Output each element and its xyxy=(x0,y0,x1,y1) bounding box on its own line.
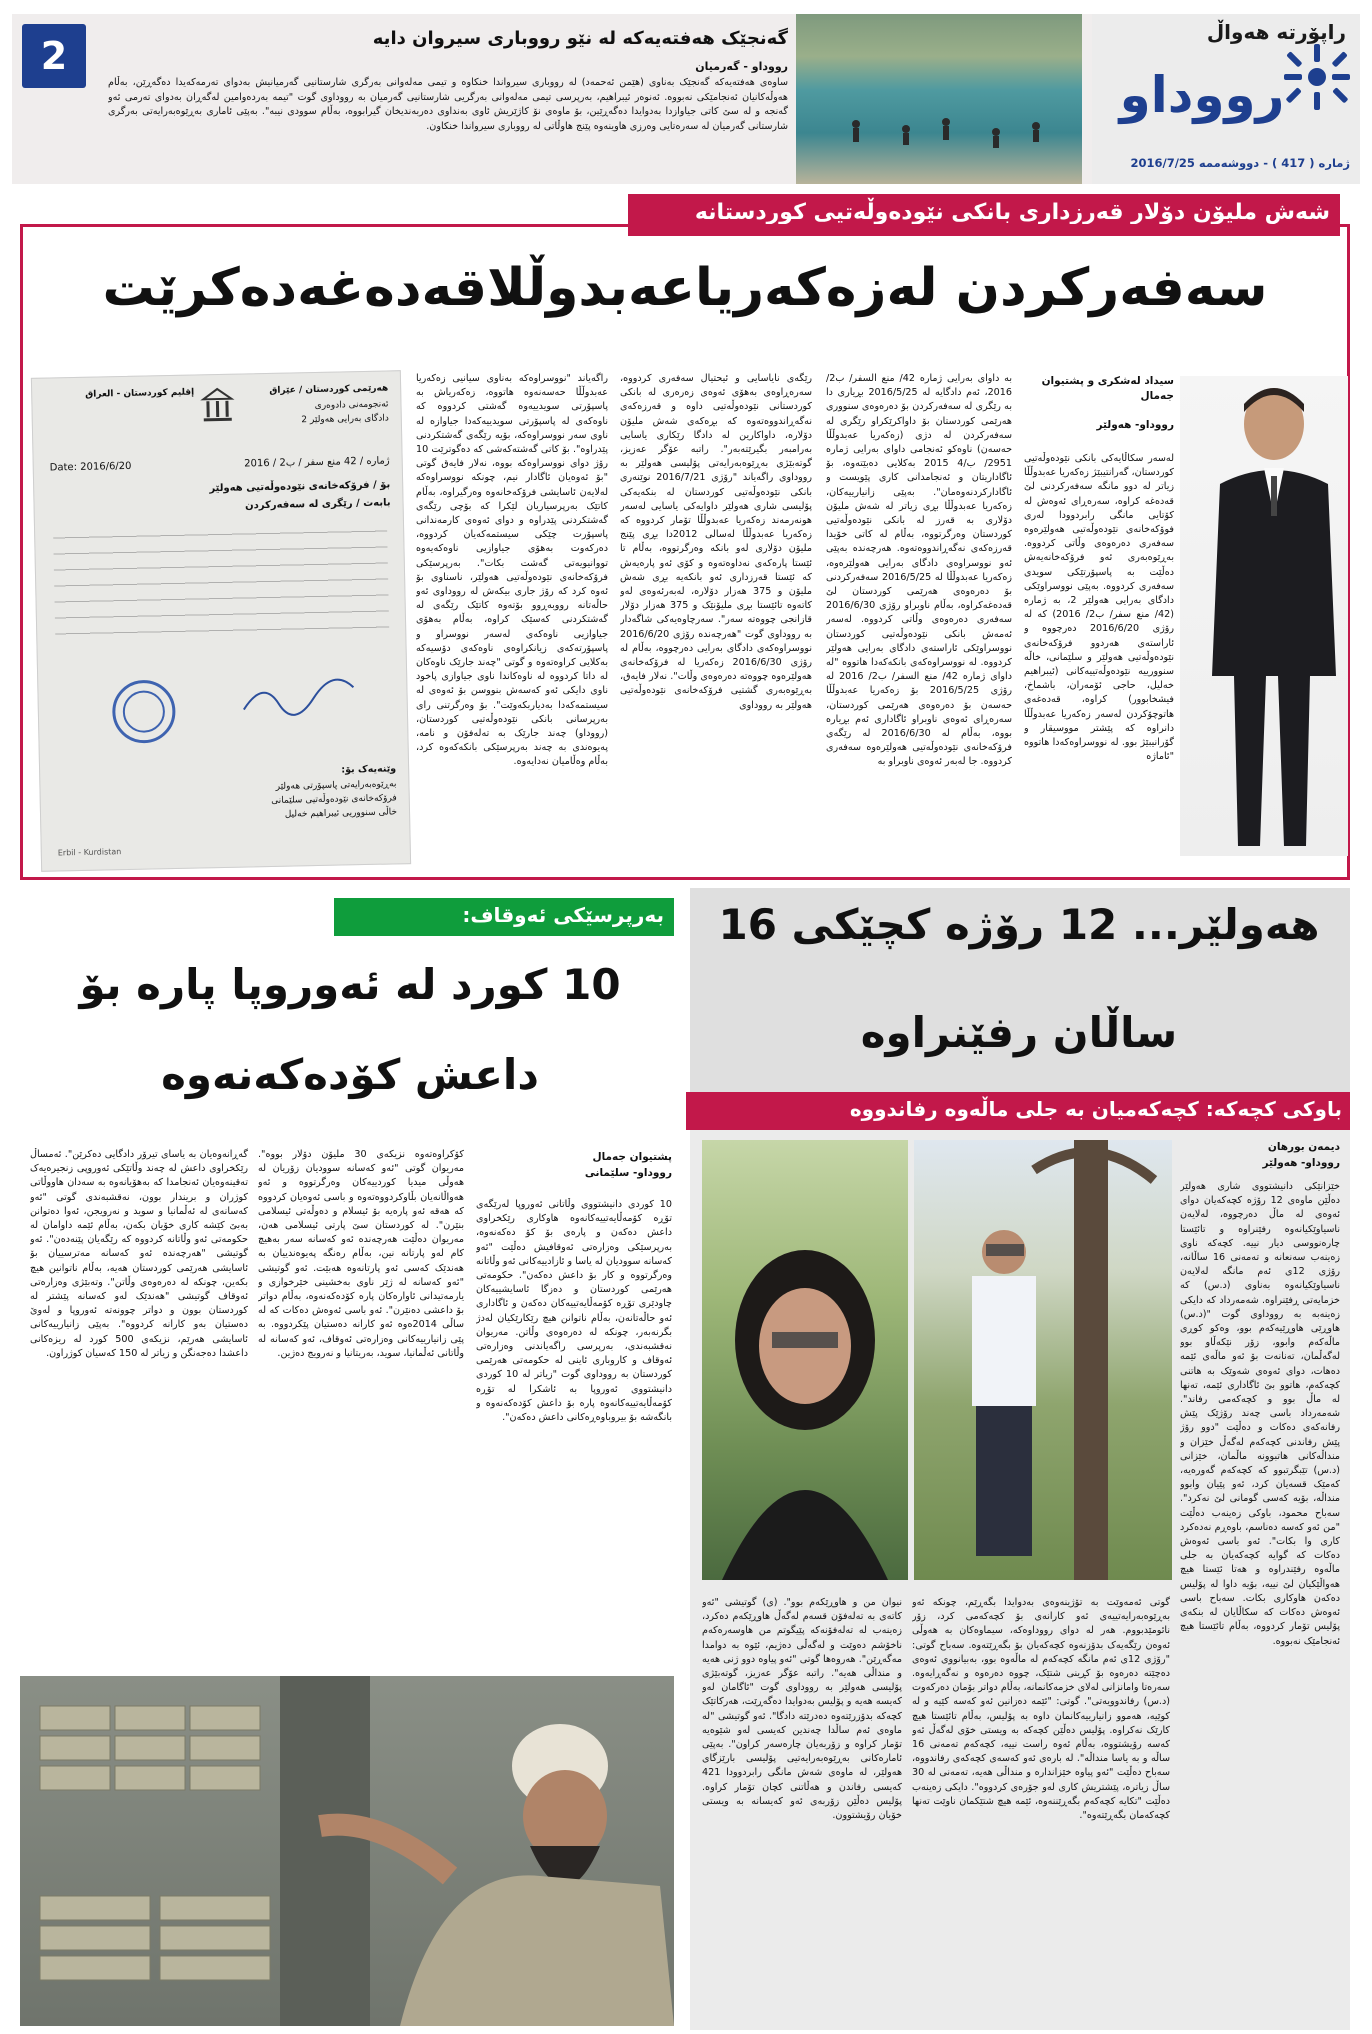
logo-wordmark: رووداو xyxy=(1119,66,1285,124)
page-number: 2 xyxy=(22,24,86,88)
girl-byline-name: دیمەن بورهان xyxy=(1267,1141,1340,1153)
masthead-logo xyxy=(1092,14,1360,184)
doc-to: بۆ / فرۆکەخانەی نێودەوڵەتیی هەولێر xyxy=(209,479,391,495)
masthead xyxy=(12,14,1360,184)
lead-kicker: شەش ملیۆن دۆلار قەرزداری بانکی نێودەوڵەتیی کوردستانە xyxy=(694,200,1330,225)
section-label: راپۆرتە هەواڵ xyxy=(1206,20,1346,44)
rudaw-logo-icon xyxy=(1282,42,1352,112)
girl-byline-place: رووداو- هەولێر xyxy=(1262,1157,1340,1169)
teaser-byline: رووداو - گەرمیان xyxy=(695,60,788,73)
lead-column-2: بە داوای بەرایی ژمارە 42/ منع السفر/ ب2/ 2016، ئەم دادگایە لە 2016/5/25 بڕیاری دا بە رێگری لە سەفەرکردن بۆ دەرەوەی سنووری هەرێمی کوردستان بۆ داواکرێکراو رێگری لە سەفەرکردن لە دژی (زەکەریا عەبدوڵڵا حەسەن) ناوەکو ئەنجامی داوای بەرایی ژمارە 2951/ ب/4 2015 بەکلایی دەبێتەوە، بۆ ئاگاداریتان و ئەنجامدانی کاری پێویست و ئاگادارکردنەوەمان". بەپێی زانیارییەکان، زەکەریا عەبدوڵڵا بڕی زیاتر لە شەش ملیۆن دۆلاری بە قەرز لە بانکی نێودەوڵەتیی کوردستان وەرگرتووە، بەڵام لە کاتی خۆیدا قەرزەکەی نەگەڕاندووەتەوە. هەرچەندە بەپێی ئەو نووسراوەی دادگای بەرایی هەولێرەوە، زەکەریا عەبدوڵڵا لە 2016/5/25 سەفەرکردنی بۆ دەرەوەی هەرێمی کوردستان لێ قەدەغەکراوە، بەڵام ناوبراو رۆژی 2016/6/30 سەفەری دەرەوەی وڵاتی کردووە. لەسەر ئەمەش بانکی نێودەوڵەتیی کوردستان نووسراوێکی ئاراستەی دادگای بەرایی هەولێر کردووە. لە نووسراوەکەی بانکەکەدا هاتووە "لە داوای ژمارە 42/ منع السفر/ ب2/ 2016 لە رۆژی 2016/5/25 بۆ زەکەریا عەبدوڵڵا حەسەن بۆ دەرەوەی هەرێمی کوردستان، سەرەڕای ئەوەی ناوبراو ئاگاداری ئەم بڕیارە بووە، بەڵام لە 2016/6/30 لە رێگەی فرۆکەخانەی نێودەوڵەتیی هەولێرەوە سەفەری کردووە. جا لەبەر ئەوەی ناوبراو بە xyxy=(826,373,1012,768)
doc-footer: Erbil - Kurdistan xyxy=(57,847,122,858)
isis-column-2: کۆکراوەتەوە نزیکەی 30 ملیۆن دۆلار بووە". مەریوان گوتی "ئەو کەسانە سووديان زۆریان لە هەوڵی میدیا کوردییەکان وەرگرتووە و ئەو هەواڵانەیان بڵاوکردووەتەوە و باسی ئەوەیان کردووە کە هەقە ئەو پارەیە بۆ ئیسلام و دەوڵەتی ئیسلامی بنێرن". لە کوردستان سێ پارتی ئیسلامی هەن، مەریوان دەڵێت هەرچەندە ئەو کەسانە سەر بەهیچ کام لەو پارتانە نین، بەڵام رەنگە پەیوەندییان بە هەندێک کەسی ئەو پارتانەوە هەبێت. ئەو گوتیشی "ئەو کەسانە لە ژێر ناوی بەخشینی خێرخوازی و یارمەتیدانی ئاوارەکان پارە کۆدەکەنەوە، بەڵام دواتر بۆ داعشی دەنێرن". ئەو باسی ئەوەش دەکات کە لە ساڵی 2014ەوە ئەو کارانە دەستیان پێکردووە. بە پێی زانیارییەکانی وەزارەتی ئەوقاف، ئەو کەسانە لە وڵاتانی ئەڵمانیا، سوید، بەریتانیا و نەرویج دەژین. xyxy=(258,1149,464,1359)
teaser-body: ساوەی هەفتەیەکە گەنجێک بەناوی (هێمن ئەحمەد) لە رووباری سیرواندا خنکاوە و تیمی مەلەوانی بەرگری شارستانیی گەرمیانیش بەدوای تەرمەکەیدا دەگەڕێن، بەڵام هەوڵەکانیان ئەنجامێکی نەبووە. ئەنوەر ئیبراهیم، بەرپرسی تیمی مەلەوانی بەرگریی شارستانیی گەرمیان به رووداوی گوت "تیمە بەردەوامین لەگەڕان بەدوای تەرمی ئەو گەنجە و لە سێ کاتی جیاوازدا بەدوایدا دەگەڕێین، بۆ ماوەی نۆ کاژێریش ئاوی بەنداوی دەربەندیخان گیرابووە، بەڵام سوودی نیبە". بەپێی ئاماری بەڕێوەبەرایەتی بەرگری شارستانی گەرمیان لە سەرەتایی وەرزی هاوینەوە پێنج هاوڵاتی لە رووباری سیرواندا خنکاون. xyxy=(108,77,788,132)
doc-body-lines xyxy=(53,522,389,639)
doc-cc-1: بەڕێوەبەرایەتی پاسپۆرتی هەولێر xyxy=(275,779,397,792)
isis-column-3: گەڕانەوەیان بە یاسای تیرۆر دادگایی دەکرێن". ئەمساڵ رێکخراوی داعش لە چەند وڵاتێکی ئەوروپی زنجیرەیەک تەقینەوەیان ئەنجامدا کە بەهۆیانەوە بە سەدان هاووڵاتی کوژران و بریندار بوون، نەقشبەندی گوتی "ئەو کەسانەی لە ئەڵمانیا و سوید و نەرویجن، ئەوا دەتوانن بەبێ کێشە کاری خۆیان بکەن، بەڵام ئێمە داوامان لە حکومەتی ئەو وڵاتانە کردووە کە رێگەیان پێنەدەن". ئەو گوتیشی "هەرچەندە ئەو کەسانە مەترسییان بۆ ئاسایشی هەرێمی کوردستان هەیە، بەڵام ناتوانین هیچ بکەین، چونکە لە دەرەوەی وڵاتن". وتەبێژی وەزارەتی ئەوقاف گوتیشی "هەندێک لەو کەسانە پێشتر لە کوردستان بوون و دواتر چوونەتە ئەوروپا و لەوێ دەستیان بەو کارانە کردووە". بەپێی زانیارییەکانی ئاسایشی هەرێم، نزیکەی 500 کورد لە ریزەکانی داعشدا دەجەنگن و زیاتر لە 150 کەسیان کوژراون. xyxy=(30,1149,248,1359)
girl-portrait xyxy=(702,1140,908,1580)
teaser-title: گەنجێک هەفتەیەکە لە نێو رووباری سیروان دایە xyxy=(372,28,788,49)
doc-council: ئەنجومەنی دادوەری xyxy=(314,399,389,411)
girl-column-2: گوتی ئەمەوێت بە تۆژینەوەی بەدوایدا بگەڕێم، چونکە ئەو بەڕێوەبەرایەتییەی ئەو کارانەی بۆ کچەکەمی کرد، زۆر نائومێدبووم. هەر لە دوای رووداوەکە، سیماوەکان بە هەوڵی ئەوەن رێگەیەک بدۆزنەوە کچەکەیان بۆ بگەڕێتەوە. سەباح گوتی: "رۆژی 12ی ئەم مانگە کچەکەم لە ماڵەوە بوو، بەبیانووی ئەوەی دەچێتە دەرەوە بۆ کڕینی شتێک، چووە دەرەوە و نەگەڕایەوە. سەرەتا وامانزانی لەلای خزمەکانمانە، بەڵام دواتر بۆمان دەرکەوت (د.س) رفاندوویەتی". گوتی: "ئێمە دەزانین ئەو کەسە کێیە و لە کوێیە، هەموو زانیارییەکانمان داوە بە پۆلیس، بەڵام تائێستا هیچ کارێک نەکراوە. پۆلیس دەڵێن کچەکە بە ویستی خۆی لەگەڵ ئەو کەسە رۆیشتووە، بەڵام ئەوە راست نییە، کچەکەم تەمەنی 16 ساڵە و بە یاسا منداڵە". لە بارەی ئەو کەسەی کچەکەی رفاندووە، سەباح دەڵێت "ئەو پیاوە خێزاندارە و منداڵی هەیە، تەمەنی لە 30 ساڵ زیاترە، پێشتریش کاری لەو جۆرەی کردووە". دایکی زەینەب دەڵێت "تکایە کچەکەم بگەڕێننەوە، ئێمە هیچ شتێکمان ناوێت تەنها کچەکەمان بگەڕێتەوە". xyxy=(912,1597,1170,1822)
court-document xyxy=(31,370,411,872)
doc-date: Date: 2016/6/20 xyxy=(49,460,132,474)
lead-byline-name: سیداد لەشکری و پشتیوان جەمال xyxy=(1041,375,1174,402)
lead-byline-place: رووداو- هەولێر xyxy=(1096,419,1174,431)
isis-byline-place: رووداو- سلێمانی xyxy=(584,1167,672,1179)
doc-court: دادگای بەرایی هەولێر 2 xyxy=(301,413,389,426)
isis-headline-line-2: داعش کۆدەکەنەوە xyxy=(161,1050,539,1099)
isis-headline-line-1: 10 کورد لە ئەوروپا پارە بۆ xyxy=(79,960,621,1009)
girl-kicker: باوکی کچەکە: کچەکەمیان بە جلی ماڵەوە رفاندووە xyxy=(849,1097,1342,1121)
river-photo xyxy=(796,14,1082,184)
man-tree-photo xyxy=(914,1140,1172,1580)
doc-cc-heading: وێنەیەک بۆ: xyxy=(341,763,397,776)
signature-icon xyxy=(238,672,359,725)
girl-column-1: خێزانێکی دانیشتووی شاری هەولێر دەڵێن ماوەی 12 رۆژە کچەکەیان دوای ئەوەی لە ماڵ دەرچووە، لەلایەن ناسیاوێکیانەوە رفێنراوە و تائێستا چارەنووسی دیار نییە. کچەکە ناوی زەینەب سەنعانە و تەمەنی 16 ساڵانە، رۆژی 12ی ئەم مانگە لەلایەن ناسیاوێکیانەوە بەناوی (د.س) کە خزمایەتی ڕفێنراوە. شەمەرداد کە دایکی زەینەبە بە رووداوی گوت "(د.س) هاوڕێی هاوڕێیەکەم بوو، وەکو کوڕی ماڵەکەم وابوو، زۆر نێکەڵاو بوو لەگەڵمان، تەنانەت بۆ ئەو ماڵەی ئێمە دەهات، دوای ئەوەی شەوێک بە هاتنی کچەکەم، هاتوو بێ ئاگاداری ئێمە، تەنها لە ماڵ بوو و کچەکەمی رفاند". شەمەرداد باسی چەند رۆژێک پێش رفانەکەی دەکات و دەڵێت "دوو رۆژ پێش رفاندنی کچەکەم لەگەڵ خێزان و منداڵەکانی هاتبوونە ماڵمان، خێزانی (د.س) تێبگرتبوو کە کچەکەم گەورەیە، کەمێک قسەیان کرد، ئەو پێیان وابوو منداڵە، بۆیە کەسی گومانی لێ نەکرد". سەباح محمود، باوکی زەینەب دەڵێت "من ئەو کەسە دەناسم، باوەڕم نەدەکرد کاری وا بکات". ئەو باسی ئەوەش دەکات کە گوایە کچەکەیان بە جلی ماڵەوە رفێندراوە و هەتا ئێستا هیچ هەواڵێکیان لێ نییە، بۆیە داوا لە پۆلیس دەکەن هاوکاری بکات. سەباح باسی ئەوەش دەکات کە سکاڵایان لە بنکەی پۆلیس تۆمار کردووە، بەڵام تائێستا هیچ ئەنجامێک نەبووە. xyxy=(1180,1181,1340,1647)
money-photo xyxy=(20,1676,674,2026)
man-silhouette xyxy=(1180,376,1348,856)
lead-column-4: راگەیاند "نووسراوەکە بەناوی سیانیی زەکەریا عەبدوڵڵا حەسەنەوە هاتووە، زەکەریاش بە پاسپۆرتی سویدییەوە گەشتی کردووە کە ناوەکەی لە پاسپۆرتی سویدییەکەدا جیاوازە لە ناوی سەر نووسراوەکە، بۆیە رێگەی گەشتکردنی پێدراوە". بۆ کاتی گەشتەکەشی کە دەگوترێت 10 رۆژ دوای نووسراوەکە بووە، نەلار فایەق گوتی "بۆ ئەوەیان ئاگادار نیم، چونکە نووسراوەکە لەلایەن ئاسایشی فرۆکەخانەوە وەرگیراوە، بەڵام کاتێک بەرپرسیاریان لێکرا کە بۆچی رێگەی گەشتکردنی پێدراوە و دوای ئەوەی کارمەندانی پاسپۆرت چێکی سیستمەکەیان کردووە، دەرکەوت بەهۆی جیاوازیی ناوەکەیەوە تووانیویەتی گەشت بکات". بەرپرسێکی فرۆکەخانەی نێودەوڵەتیی هەولێر، ناسناوی بۆ ئەوە کرد کە رۆژ جاری بیکەش لە رووداوی ئەو حاڵەتانە رووبەڕوو بۆتەوە کاتێک رێگەی لە گەشتکردنی کەسێک کراوە، بەڵام بەهۆی جیاوازیی ناوەکەی لەسەر نووسراو و پاسپۆرتەکەی زیانکراوەی ناوەکەی دۆسیەکە بەکلایی کراوەتەوە و گوتی "چەند جارێک ناوەکان لە داتا کردووە لە ناوەکاندا ناوی جیاوازی پاخود ناوی دایکی ئەو کەسەش بنووسن بۆ ئەوەی لە سیستمەکەدا بەدیاربکەوێت". بۆ وەرگرتنی رای بەرپرسانی بانکی نێودەوڵەتیی کوردستان، (رووداو) چەند جارێک بە تەلەفۆن و نامە، پەیوەندی بە چەند بەرپرسێکی بانکەکەوە کرد، بەڵام وەڵامیان نەدایەوە. xyxy=(416,373,608,768)
girl-column-3: نیوان من و هاوڕێکەم بوو". (ی) گوتیشی "ئەو کاتەی بە تەلەفۆن قسەم لەگەڵ هاوڕێکەم دەکرد، زەینەب لە تەلەفۆنەکە پێیگوتم من هاوسەرەکەم ناخۆشم دەوێت و لەگەڵی دەژیم، ئێوە بە دوامدا مەگەڕێن". هەروەها گوتی "ئەو پیاوە دوو ژنی هەیە و منداڵی هەیە". راتبە عۆگر عەزیز، گوتەبێژی پۆلیسی هەولێر بە رووداوی گوت "ئاگامان لەو کەیسە هەیە و پۆلیس بەدوایدا دەگەڕێت، هەرکاتێک کچەکە بدۆزرێتەوە دەدرێتە دادگا". ئەو گوتیشی "لە ماوەی ئەم ساڵدا چەندین کەیسی لەو شێوەیە تۆمار کراوە و زۆربەیان چارەسەر کراون". بەپێی ئامارەکانی بەڕێوەبەرایەتیی پۆلیسی بارێزگای هەولێر، لە ماوەی شەش مانگی رابردوودا 421 کەیسی رفاندن و هەڵاتنی کچان تۆمار کراوە. پۆلیس دەڵێن زۆربەی ئەو کەیسانە بە ویستی خۆیان رۆیشتوون. xyxy=(702,1597,902,1822)
isis-kicker: بەرپرسێکی ئەوقاف: xyxy=(462,903,664,927)
lead-column-3: رێگەی نایاسایی و ئیحتیال سەفەری کردووە، سەرەڕاوەی بەهۆی ئەوەی زەرەری لە بانکی کوردستانی نێودەوڵەتیی داوە و قەرزەکەی نەگەڕاندووەتەوە کە بڕەکەی شەش ملیۆن دۆلارە، داواکارین لە دادگا رێکاری یاسایی بەرامبەر بگیرێتەبەر". راتبە عۆگر عەزیز، گوتەبێژی بەڕێوەبەرایەتی پۆلیسی هەولێر بە رووداوی راگەیاند "رۆژی 2016/7/21 نوێنەری بانکی نێودەوڵەتیی کوردستان لە بنکەیەکی پۆلیسی شاری هەولێر داوایەکی یاسایی لەسەر هونەرمەند زەکەریا عەبدوڵڵا تۆمار کردووە کە زەکەریا عەبدوڵڵا لەسالی 2012دا بڕی پێنج ملیۆن دۆلاری لەو بانکە وەرگرتووە، بەڵام تا ئێستا پارەکەی نەداوەتەوە و کۆی ئەو پارەیەش کە ئێستا قەرزداری ئەو بانکەیە بڕی شەش ملیۆن و 375 هەزار دۆلارە، لەبەرئەوەی لەو کاتەوە تائێستا بڕی ملیۆنێک و 375 هەزار دۆلار قازانجی چووەتە سەر". سەرچاوەیەکی شاگەدار بە رووداوی گوت "هەرچەندە رۆژی 2016/6/20 نووسراوەکەی دادگای بەرایی دەرچووە، بەڵام لە رۆژی 2016/6/30 زەکەریا لە فرۆکەخانەی هەولێرەوە چووەتە دەرەوەی وڵات". نەلار فایەق، بەڕێوەبەری گشتیی فرۆکەخانەی نێودەوڵەتیی هەولێر بە رووداوی xyxy=(620,373,812,711)
man-stacking-money xyxy=(20,1676,674,2026)
lead-headline: سەفەرکردن لەزەکەریاعەبدوڵلاقەدەغەدەکرێت xyxy=(102,258,1268,318)
man-by-tree xyxy=(914,1140,1172,1580)
girl-headline-line-1: هەولێر... 12 رۆژە کچێکی 16 xyxy=(718,900,1320,949)
doc-cc-3: خاڵی سنووریی ئیبراهیم خەلیل xyxy=(284,807,398,820)
isis-column-1: 10 کوردی دانیشتووی وڵاتانی ئەوروپا لەرێگەی تۆڕە کۆمەڵایەتییەکانەوە هاوکاری رێکخراوی داعش دەکەن و پارەی بۆ کۆ دەکەنەوە، بەرپرسێکی وەزارەتی ئەوقافیش دەڵێت "ئەو کەسانە سووديان لە یاسا و ئازادییەکانی ئەو وڵاتانە وەرگرتووە و کار بۆ داعش دەکەن". حکومەتی هەرێمی کوردستان و دەزگا ئاسایشییەکان چاودێری تۆڕە کۆمەڵایەتییەکان دەکەن و ئاگاداری ئەو حاڵەتانەن، بەڵام ناتوانن هیچ رێکارێکیان لەدژ بگرنەبەر، چونکە لە دەرەوەی وڵاتن. مەریوان نەقشبەندی، بەرپرسی راگەیاندنی وەزارەتی ئەوقاف و کاروباری ئاینی لە حکومەتی هەرێمی کوردستان بە رووداوی گوت "زیاتر لە 10 کوردی دانیشتووی ئەوروپا بە ئاشکرا لە تۆڕە کۆمەڵایەتییەکانەوە پارە بۆ داعش کۆدەکەنەوە و بانگەشە بۆ بیروباوەڕەکانی داعش دەکەن". xyxy=(476,1199,672,1424)
doc-number: ژمارە / 42 منع سفر / ب2 / 2016 xyxy=(244,455,390,470)
issue-line: ژمارە ( 417 ) - دووشەممە 2016/7/25 xyxy=(1130,156,1350,170)
lead-column-1: لەسەر سکاڵایەکی بانکی نێودەوڵەتیی کوردستان، گەرانتیبێژ زەکەریا عەبدوڵڵا زیاتر لە دوو مانگە سەفەرکردنی لێ قەدەغە کراوە، سەرەڕای ئەوەش لە کۆتایی مانگی رابردوودا لەری فوۆکەخانەی نێودەوڵەتیی هەولێرەوە سەفەری دەرەوەی وڵاتی کردووە. بەڕێوەبەری ئەو فرۆکەخانەیەش دەڵێت بە پاسپۆرتێکی سویدی سەفەری کردووە. بەپێی نووسراوێکی دادگای بەرایی هەولێر 2، بە ژمارە (42/ منع سفر/ ب2/ 2016) کە لە رۆژی 2016/6/20 دەرچووە و ئاراستەی هەردوو فرۆکەخانەی نێودەوڵەتیی هەولێر و سلێمانی، خاڵە سنوورییە نێودەوڵەتییەکانی (ئیبراهیم خەلیل، حاجی ئۆمەران، باشماخ، فیشخابوور) کراوە، قەدەغەی هاتوچۆکردن لەسەر زەکەریا عەبدوڵڵا دانراوە کە پێشتر مووسیقار و گۆرانیبێژ بوو. لە نووسراوەکەدا هاتووە "ئاماژە xyxy=(1024,453,1174,763)
girl-photo xyxy=(702,1140,908,1580)
court-emblem-icon xyxy=(197,385,238,426)
isis-byline-name: پشتیوان جەمال xyxy=(592,1151,672,1163)
girl-headline-line-2: ساڵان رفێنراوە xyxy=(860,1008,1178,1057)
man-photo xyxy=(1180,376,1348,856)
official-stamp-icon xyxy=(108,676,179,747)
swimmers-illustration xyxy=(796,14,1082,184)
doc-subject: بابەت / رێگری لە سەفەرکردن xyxy=(245,497,391,512)
doc-cc-2: فرۆکەخانەی نێودەوڵەتیی سلێمانی xyxy=(271,793,397,806)
doc-header-right: هەرێمی کوردستان / عێراق xyxy=(269,383,389,396)
doc-header-left: إقليم كوردستان - العراق xyxy=(85,387,195,400)
